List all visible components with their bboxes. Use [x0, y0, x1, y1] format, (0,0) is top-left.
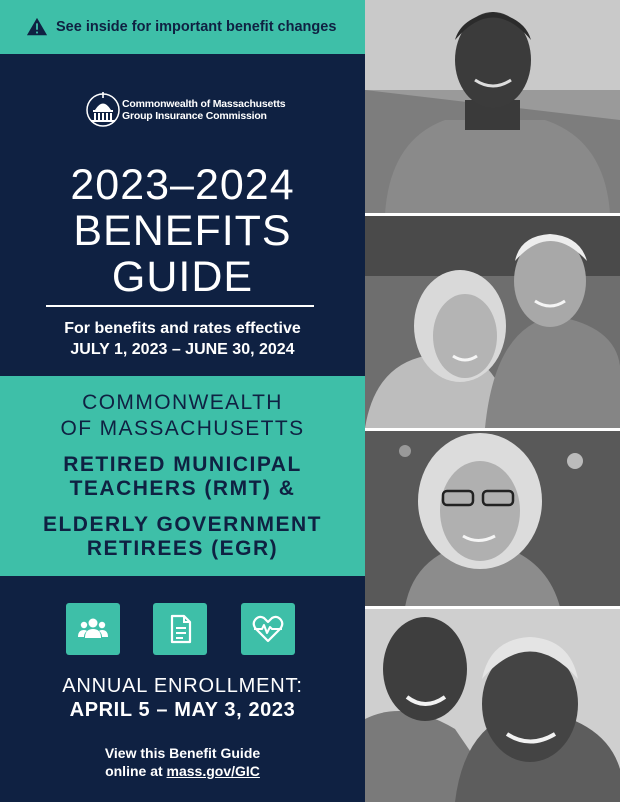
heart-pulse-icon	[251, 612, 285, 646]
title-line-3: GUIDE	[111, 253, 254, 301]
audience-heading	[0, 390, 365, 442]
group-rmt-line-2: TEACHERS (RMT) &	[69, 477, 296, 500]
statehouse-dome-icon	[86, 88, 120, 132]
heart-icon-box	[241, 603, 295, 655]
photo-man-smiling	[365, 0, 620, 214]
group-egr	[0, 513, 365, 561]
people-icon	[76, 612, 110, 646]
online-line-2	[0, 762, 365, 780]
group-egr-line-2: RETIREES (EGR)	[86, 537, 279, 560]
people-icon-box	[66, 603, 120, 655]
group-rmt	[0, 453, 365, 501]
warning-icon	[26, 16, 48, 38]
online-line-1: View this Benefit Guide	[104, 745, 261, 761]
online-prefix: online at	[105, 763, 167, 779]
effective-dates	[0, 318, 365, 360]
alert-text: See inside for important benefit changes	[56, 19, 337, 35]
document-icon	[163, 612, 197, 646]
enrollment-label: ANNUAL ENROLLMENT:	[62, 675, 303, 697]
audience-line-2: OF MASSACHUSETTS	[60, 417, 305, 440]
photo-couple-laughing	[365, 609, 620, 802]
effective-line-1: For benefits and rates effective	[64, 320, 301, 337]
audience-line-1: COMMONWEALTH	[82, 391, 283, 414]
alert-banner	[0, 0, 365, 54]
title-line-1: 2023–2024	[70, 161, 295, 209]
logo-line-2: Group Insurance Commission	[122, 110, 267, 122]
gic-logo	[86, 88, 285, 132]
group-egr-line-1: ELDERLY GOVERNMENT	[42, 513, 323, 536]
group-rmt-line-1: RETIRED MUNICIPAL	[63, 453, 302, 476]
photo-couple	[365, 216, 620, 428]
photo-woman-glasses	[365, 431, 620, 607]
effective-line-2: JULY 1, 2023 – JUNE 30, 2024	[70, 341, 295, 358]
title-divider	[46, 305, 314, 307]
title-line-2: BENEFITS	[73, 207, 292, 255]
enrollment-dates: APRIL 5 – MAY 3, 2023	[69, 699, 296, 721]
online-info	[0, 744, 365, 780]
logo-line-1: Commonwealth of Massachusetts	[122, 98, 286, 110]
gic-website-link[interactable]: mass.gov/GIC	[166, 763, 260, 779]
document-icon-box	[153, 603, 207, 655]
